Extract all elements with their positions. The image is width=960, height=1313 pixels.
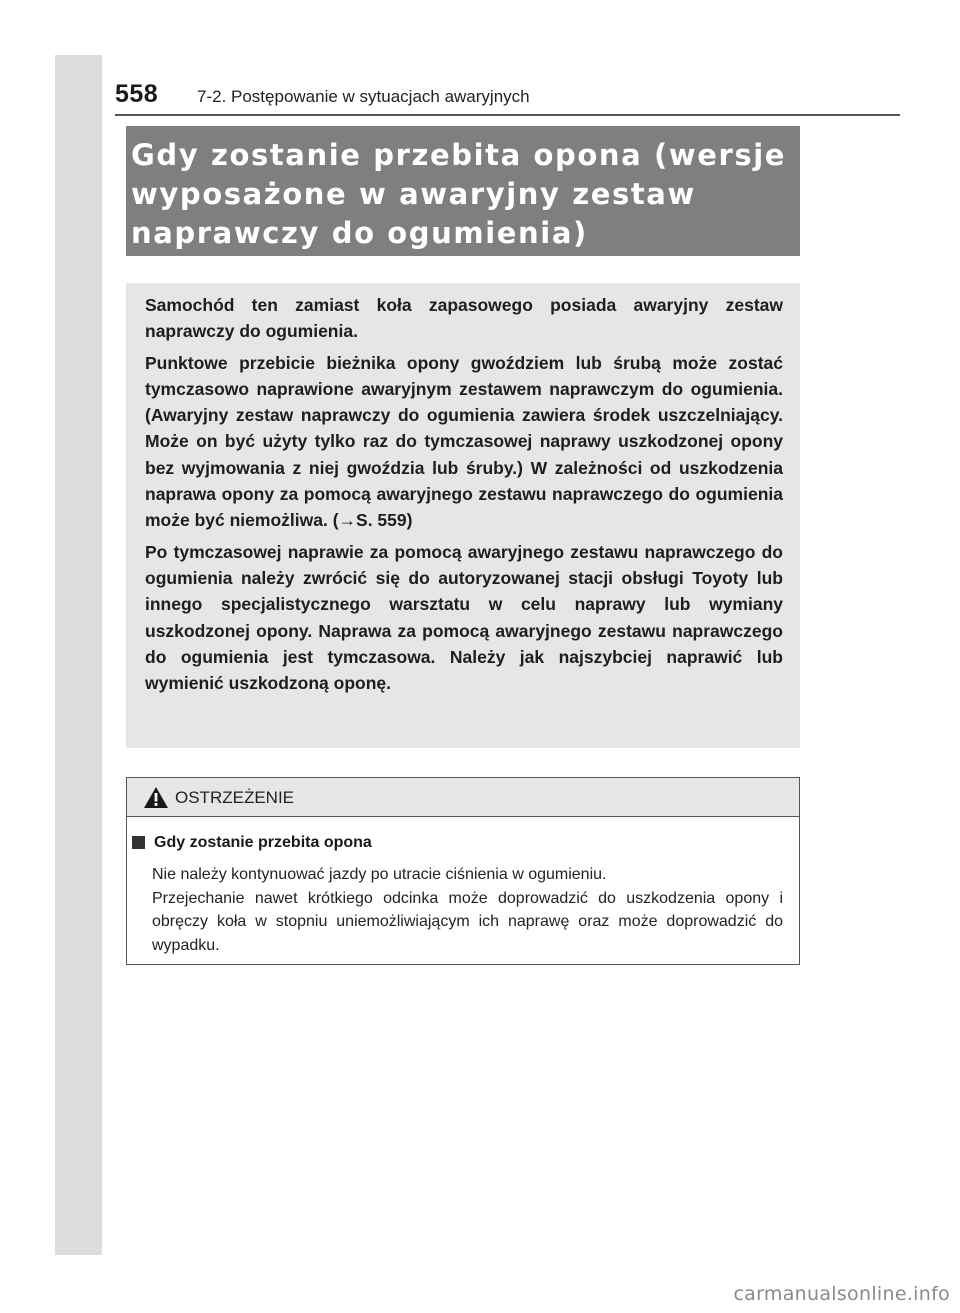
warning-text-2: Przejechanie nawet krótkiego odcinka może doprowadzić do uszkodzenia opony i obręczy koła w stopniu uniemożliwiającym ich naprawę oraz może doprowadzić do wypadku. (152, 889, 783, 954)
warning-box (126, 777, 800, 965)
page-title-line-1: Gdy zostanie przebita opona (wersje (131, 138, 787, 172)
warning-body (127, 817, 799, 957)
title-banner (126, 126, 800, 256)
section-title: 7-2. Postępowanie w sytuacjach awaryjnych (197, 87, 530, 106)
intro-paragraph-2: Punktowe przebicie bieżnika opony gwoździem lub śrubą może zostać tymczasowo naprawione awaryjnym zestawem naprawczym do ogumienia. (Awaryjny zestaw naprawczy do ogumienia zawiera środek uszczelniający. Może on być użyty tylko raz do tymczasowej naprawy uszkodzonej opony bez wyjmowania z niej gwoździa lub śruby.) W zależności od uszkodzenia naprawa opony za pomocą awaryjnego zestawu naprawczego do ogumienia może być niemożliwa. (→S. 559) (145, 352, 783, 531)
header-divider (115, 114, 900, 116)
watermark: carmanualsonline.info (733, 1283, 950, 1305)
warning-heading-text: Gdy zostanie przebita opona (154, 834, 372, 851)
intro-paragraph-1: Samochód ten zamiast koła zapasowego posiada awaryjny zestaw naprawczy do ogumienia. (145, 295, 783, 342)
warning-label: OSTRZEŻENIE (175, 788, 295, 807)
warning-triangle-icon (143, 786, 169, 809)
square-bullet-icon (132, 836, 145, 849)
page-header (115, 80, 900, 116)
page-title (131, 136, 792, 253)
page-title-line-3: naprawczy do ogumienia) (131, 216, 588, 250)
warning-header (127, 778, 799, 817)
warning-text-1: Nie należy kontynuować jazdy po utracie ciśnienia w ogumieniu. (152, 866, 607, 883)
page-title-line-2: wyposażone w awaryjny zestaw (131, 177, 696, 211)
page-number: 558 (115, 80, 159, 108)
side-strip (55, 55, 102, 1255)
intro-paragraph-3: Po tymczasowej naprawie za pomocą awaryjnego zestawu naprawczego do ogumienia należy zwrócić się do autoryzowanej stacji obsługi Toyoty lub innego specjalistycznego warsztatu w celu naprawy lub wymiany uszkodzonej opony. Naprawa za pomocą awaryjnego zestawu naprawczego do ogumienia jest tymczasowa. Należy jak najszybciej naprawić lub wymienić uszkodzoną oponę. (145, 541, 783, 694)
intro-box (126, 283, 800, 748)
warning-heading (130, 831, 783, 855)
